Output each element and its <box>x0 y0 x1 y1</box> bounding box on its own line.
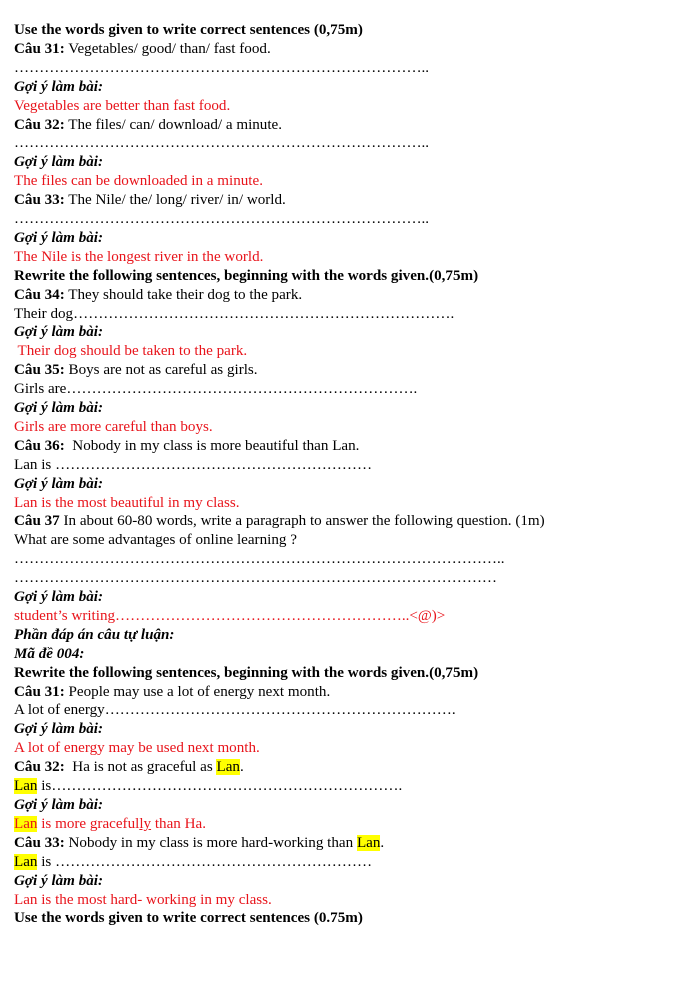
section-heading-rewrite-2: Rewrite the following sentences, beginning with the words given.(0,75m) <box>14 664 479 681</box>
question-label: Câu 33: <box>14 834 65 851</box>
question-33 <box>14 191 698 210</box>
question-label: Câu 33: <box>14 192 65 209</box>
answer-31-b: A lot of energy may be used next month. <box>14 740 260 757</box>
question-31-b <box>14 683 698 702</box>
question-37 <box>14 512 698 531</box>
rewrite-start <box>14 380 698 399</box>
hint-label: Gợi ý làm bài: <box>14 796 104 813</box>
rewrite-start <box>14 701 698 720</box>
rewrite-start <box>14 305 698 324</box>
question-text-end: . <box>380 834 385 851</box>
highlighted-name: Lan <box>14 778 38 795</box>
highlighted-name: Lan <box>14 815 38 832</box>
hint-label: Gợi ý làm bài: <box>14 721 104 738</box>
answer-36: Lan is the most beautiful in my class. <box>14 494 240 511</box>
rewrite-start-text: is <box>37 778 52 795</box>
question-text: Nobody in my class is more beautiful than Lan. <box>64 437 360 454</box>
highlighted-name: Lan <box>216 759 240 776</box>
section-heading-words-given: Use the words given to write correct sentences (0,75m) <box>14 22 363 38</box>
question-text: People may use a lot of energy next month. <box>64 683 331 700</box>
answer-31: Vegetables are better than fast food. <box>14 97 231 114</box>
hint-label: Gợi ý làm bài: <box>14 872 104 889</box>
question-label: Câu 35: <box>14 362 65 379</box>
answer-34: Their dog should be taken to the park. <box>14 343 248 360</box>
hint-label: Gợi ý làm bài: <box>14 78 104 95</box>
essay-answer-heading: Phần đáp án câu tự luận: <box>14 626 175 643</box>
question-label: Câu 37 <box>14 513 60 530</box>
answer-33-b: Lan is the most hard- working in my class. <box>14 891 272 908</box>
question-text: In about 60-80 words, write a paragraph to answer the following question. (1m) <box>59 513 545 530</box>
question-text: The files/ can/ download/ a minute. <box>64 116 283 133</box>
question-label: Câu 34: <box>14 286 65 303</box>
hint-label: Gợi ý làm bài: <box>14 400 104 417</box>
answer-text: is more graceful <box>37 815 140 832</box>
answer-dots: ……………………………………………………………………….. <box>14 135 430 152</box>
highlighted-name: Lan <box>356 834 381 851</box>
answer-dots: ……………………………………………………… <box>55 853 373 870</box>
answer-32: The files can be downloaded in a minute. <box>14 173 263 190</box>
rewrite-start-text: is <box>37 853 56 870</box>
question-label: Câu 32: <box>14 116 65 133</box>
rewrite-start-text: Girls are <box>14 381 67 398</box>
question-label: Câu 36: <box>14 437 65 454</box>
answer-dots: …………………………………………………………………………………….. <box>14 551 505 568</box>
answer-32-b <box>14 815 698 834</box>
answer-dots: …………………………………………………………………………………… <box>14 570 497 587</box>
highlighted-name: Lan <box>14 853 38 870</box>
question-text: They should take their dog to the park. <box>64 286 303 303</box>
answer-dots: ……………………………………………………………. <box>51 778 403 795</box>
question-label: Câu 31: <box>14 683 65 700</box>
answer-text-end: than Ha. <box>151 815 206 832</box>
question-text: Vegetables/ good/ than/ fast food. <box>64 40 271 57</box>
hint-label: Gợi ý làm bài: <box>14 589 104 606</box>
question-32-b <box>14 758 698 777</box>
question-36 <box>14 437 698 456</box>
rewrite-start-text: Lan is <box>14 456 56 473</box>
hint-label: Gợi ý làm bài: <box>14 475 104 492</box>
question-text-end: . <box>239 759 244 776</box>
question-text: Nobody in my class is more hard-working than <box>64 834 357 851</box>
answer-35: Girls are more careful than boys. <box>14 418 213 435</box>
answer-dots: ……………………………………………………………………….. <box>14 59 430 76</box>
question-label: Câu 31: <box>14 40 65 57</box>
rewrite-start <box>14 456 698 475</box>
question-34 <box>14 286 698 305</box>
hint-label: Gợi ý làm bài: <box>14 154 104 171</box>
answer-33: The Nile is the longest river in the world. <box>14 248 264 265</box>
answer-dots: …………………………………………………………………. <box>73 305 455 322</box>
hint-label: Gợi ý làm bài: <box>14 229 104 246</box>
question-37-prompt: What are some advantages of online learning ? <box>14 532 297 549</box>
question-35 <box>14 361 698 380</box>
answer-dots: ……………………………………………………………. <box>104 702 456 719</box>
underlined-suffix: ly <box>139 815 152 832</box>
question-32 <box>14 116 698 135</box>
section-heading-words-given-2: Use the words given to write correct sentences (0.75m) <box>14 910 363 927</box>
rewrite-start-text: A lot of energy <box>14 702 105 719</box>
question-33-b <box>14 834 698 853</box>
section-heading-rewrite: Rewrite the following sentences, beginning with the words given.(0,75m) <box>14 267 479 284</box>
question-label: Câu 32: <box>14 759 65 776</box>
rewrite-start <box>14 777 698 796</box>
answer-dots: ……………………………………………………………………….. <box>14 211 430 228</box>
question-text: The Nile/ the/ long/ river/ in/ world. <box>64 192 286 209</box>
answer-dots: ……………………………………………………………. <box>66 381 418 398</box>
answer-37: student’s writing…………………………………………………..<@)> <box>14 607 446 624</box>
question-text: Boys are not as careful as girls. <box>64 362 258 379</box>
answer-dots: ……………………………………………………… <box>55 456 373 473</box>
rewrite-start-text: Their dog <box>14 305 74 322</box>
exam-code-heading: Mã đề 004: <box>14 645 85 662</box>
question-31 <box>14 40 698 59</box>
hint-label: Gợi ý làm bài: <box>14 324 104 341</box>
rewrite-start <box>14 853 698 872</box>
question-text: Ha is not as graceful as <box>64 759 217 776</box>
